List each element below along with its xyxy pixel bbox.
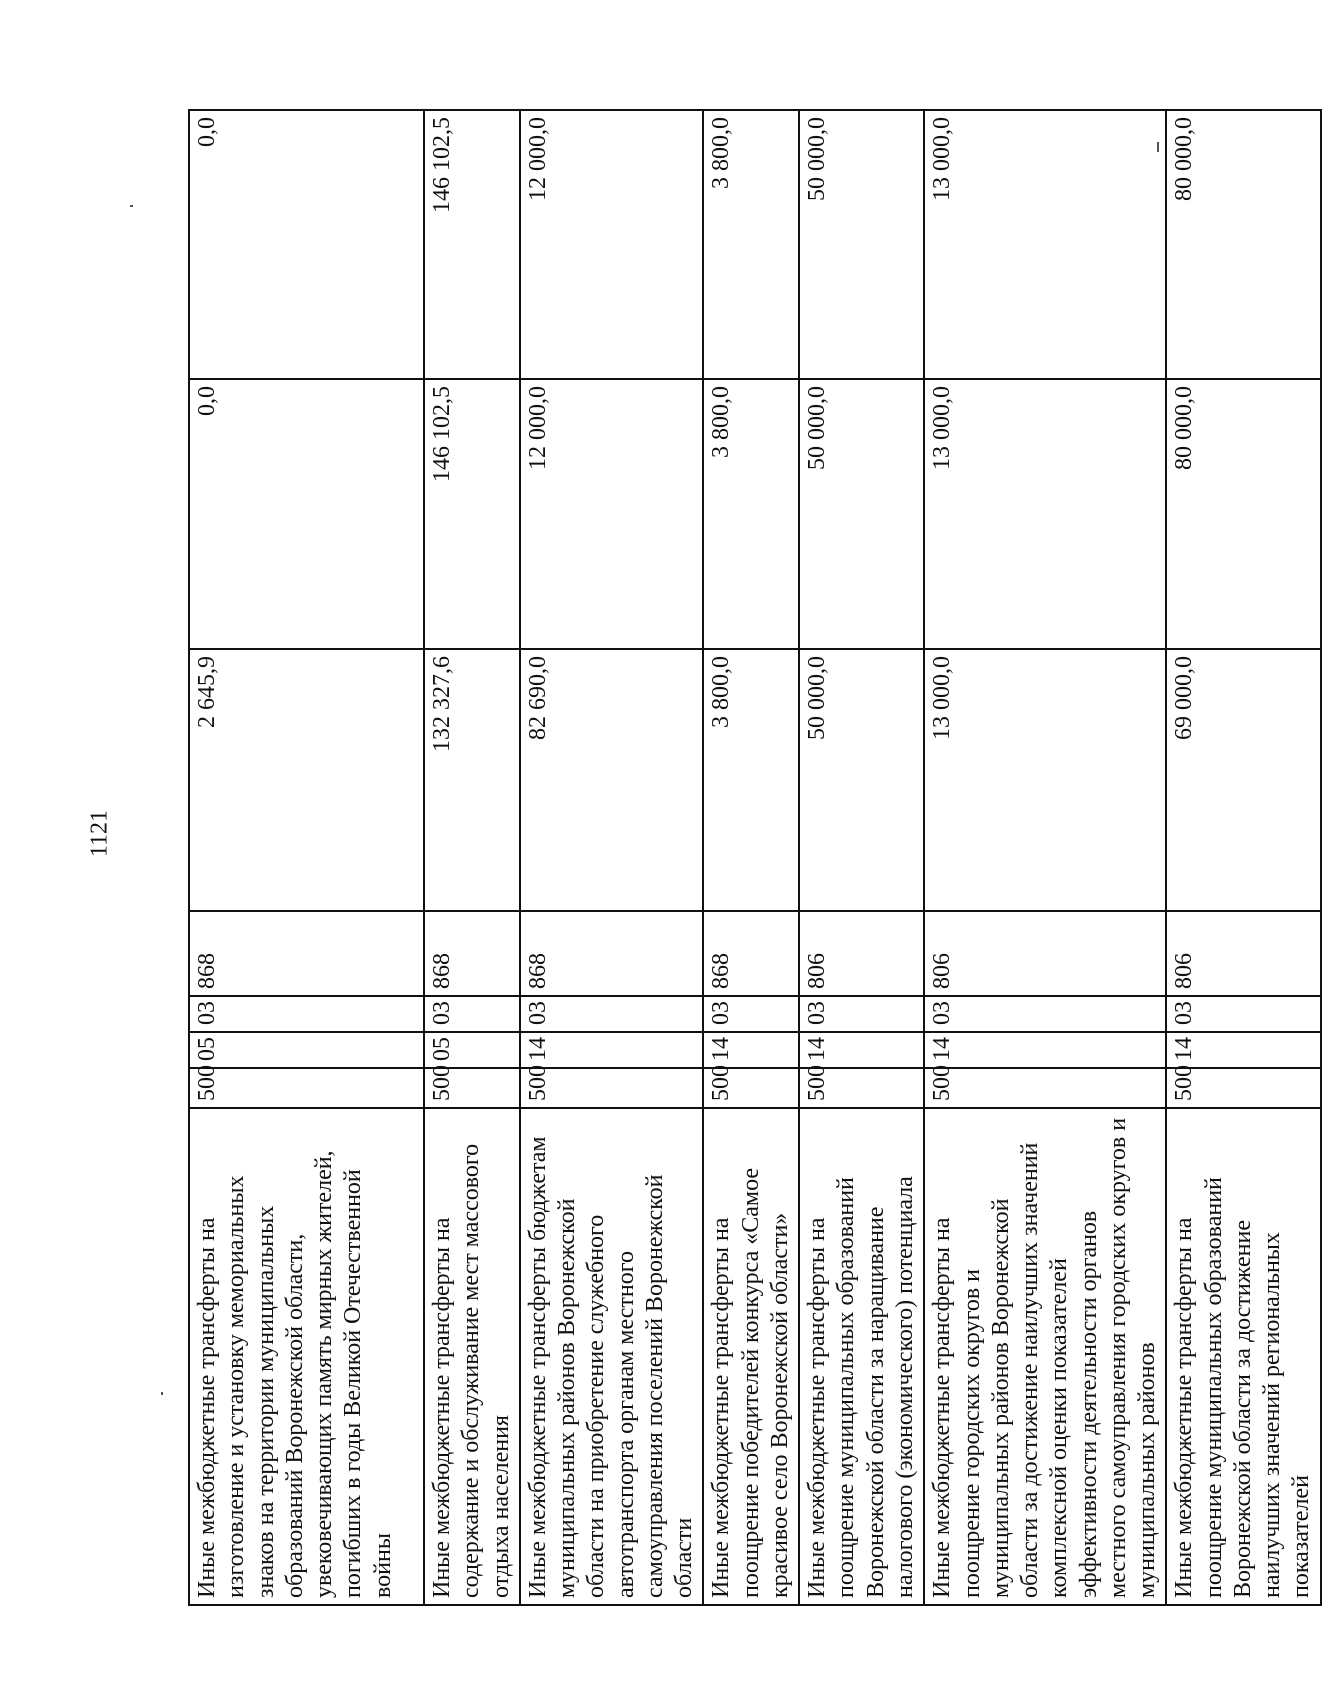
scan-speck	[1157, 142, 1159, 152]
row-ministry-code: 500	[189, 1068, 424, 1108]
scan-speck	[130, 205, 133, 207]
row-description: Иные межбюджетные трансферты на поощрение победителей конкурса «Самое красивое село Воронежской области»	[703, 1108, 799, 1605]
row-ministry-code: 500	[703, 1068, 799, 1108]
row-ministry-code: 500	[924, 1068, 1166, 1108]
row-amount-3: 13 000,0	[924, 110, 1166, 379]
row-subsection-code: 03	[1166, 996, 1320, 1032]
rotated-table-container	[188, 111, 1315, 1606]
row-description: Иные межбюджетные трансферты на содержание и обслуживание мест массового отдыха населения	[424, 1108, 520, 1605]
row-amount-3: 80 000,0	[1166, 110, 1320, 379]
row-amount-3: 3 800,0	[703, 110, 799, 379]
row-expense-type-code: 806	[924, 911, 1166, 996]
row-amount-2: 3 800,0	[703, 379, 799, 649]
table-row	[424, 110, 520, 1605]
row-ministry-code: 500	[424, 1068, 520, 1108]
row-amount-1: 50 000,0	[799, 649, 924, 911]
row-section-code: 14	[1166, 1032, 1320, 1068]
table-row	[520, 110, 704, 1605]
row-description: Иные межбюджетные трансферты на поощрение городских округов и муниципальных районов Воронежской области за достижение наилучших значений комплексной оценки показателей эффективности деятельности органов местного самоуправления городских округов и муниципальных районов	[924, 1108, 1166, 1605]
row-amount-1: 132 327,6	[424, 649, 520, 911]
row-amount-1: 69 000,0	[1166, 649, 1320, 911]
row-subsection-code: 03	[799, 996, 924, 1032]
table-row	[703, 110, 799, 1605]
row-amount-1: 13 000,0	[924, 649, 1166, 911]
row-amount-2: 80 000,0	[1166, 379, 1320, 649]
row-amount-2: 0,0	[189, 379, 424, 649]
row-section-code: 14	[924, 1032, 1166, 1068]
row-section-code: 05	[424, 1032, 520, 1068]
row-section-code: 14	[799, 1032, 924, 1068]
row-expense-type-code: 868	[520, 911, 704, 996]
row-amount-2: 12 000,0	[520, 379, 704, 649]
table-row	[1166, 110, 1320, 1605]
row-amount-3: 146 102,5	[424, 110, 520, 379]
row-subsection-code: 03	[189, 996, 424, 1032]
table-row	[189, 110, 424, 1605]
row-subsection-code: 03	[924, 996, 1166, 1032]
row-amount-3: 0,0	[189, 110, 424, 379]
row-subsection-code: 03	[520, 996, 704, 1032]
row-section-code: 05	[189, 1032, 424, 1068]
row-ministry-code: 500	[520, 1068, 704, 1108]
row-amount-3: 12 000,0	[520, 110, 704, 379]
budget-table	[188, 109, 1322, 1606]
row-expense-type-code: 868	[189, 911, 424, 996]
row-amount-1: 3 800,0	[703, 649, 799, 911]
row-expense-type-code: 806	[1166, 911, 1320, 996]
row-section-code: 14	[520, 1032, 704, 1068]
row-amount-2: 146 102,5	[424, 379, 520, 649]
row-amount-2: 13 000,0	[924, 379, 1166, 649]
row-subsection-code: 03	[703, 996, 799, 1032]
row-amount-1: 2 645,9	[189, 649, 424, 911]
table-row	[924, 110, 1166, 1605]
table-row	[799, 110, 924, 1605]
row-amount-2: 50 000,0	[799, 379, 924, 649]
row-amount-1: 82 690,0	[520, 649, 704, 911]
row-amount-3: 50 000,0	[799, 110, 924, 379]
row-description: Иные межбюджетные трансферты на поощрение муниципальных образований Воронежской области за наращивание налогового (экономического) потенциала	[799, 1108, 924, 1605]
row-expense-type-code: 868	[703, 911, 799, 996]
row-expense-type-code: 868	[424, 911, 520, 996]
row-subsection-code: 03	[424, 996, 520, 1032]
page-number: 1121	[86, 809, 113, 858]
row-ministry-code: 500	[1166, 1068, 1320, 1108]
row-description: Иные межбюджетные трансферты на изготовление и установку мемориальных знаков на территории муниципальных образований Воронежской области, увековечивающих память мирных жителей, погибших в годы Великой Отечественной войны	[189, 1108, 424, 1605]
scan-speck	[161, 1392, 163, 1395]
row-description: Иные межбюджетные трансферты бюджетам муниципальных районов Воронежской области на приобретение служебного автотранспорта органам местного самоуправления поселений Воронежской области	[520, 1108, 704, 1605]
row-section-code: 14	[703, 1032, 799, 1068]
row-description: Иные межбюджетные трансферты на поощрение муниципальных образований Воронежской области за достижение наилучших значений региональных показателей	[1166, 1108, 1320, 1605]
row-expense-type-code: 806	[799, 911, 924, 996]
row-ministry-code: 500	[799, 1068, 924, 1108]
